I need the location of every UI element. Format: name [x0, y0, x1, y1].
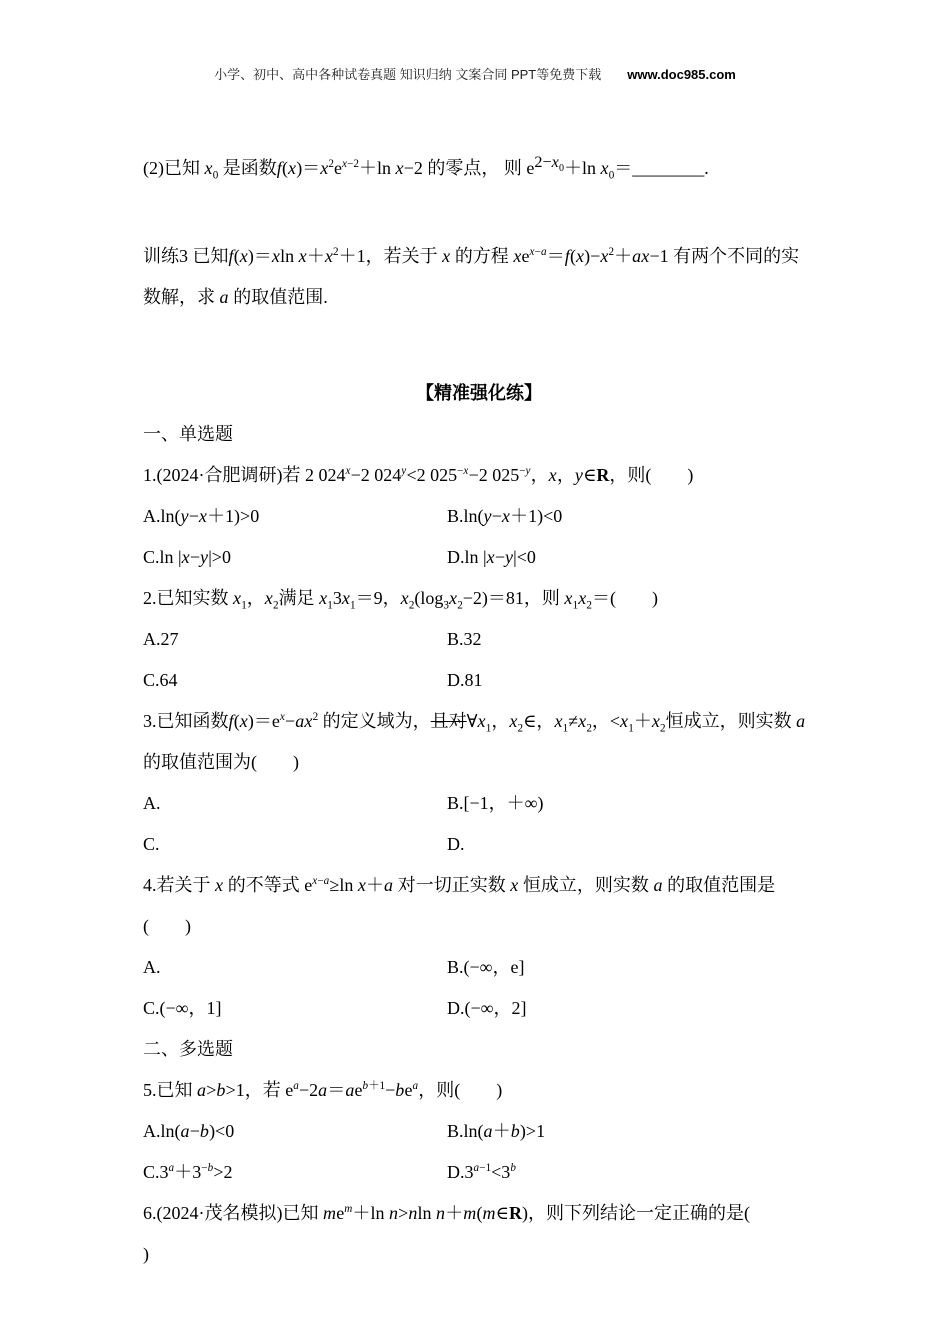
subsection-multi-choice: 二、多选题	[143, 1039, 233, 1059]
page-header	[0, 64, 950, 83]
question-4-option-b: B.(−∞，e]	[447, 957, 525, 977]
question-4-option-a: A.	[143, 957, 161, 977]
question-6-close-paren: )	[143, 1244, 149, 1264]
question-1-option-c: C.ln |x−y|>0	[143, 547, 231, 567]
question-3-options-cd	[143, 824, 815, 865]
question-5-options-ab	[143, 1111, 815, 1152]
question-5: 5.已知 a>b>1，若 $e^a-2a=ae^{b+1}-be^a$，则( )	[143, 1080, 503, 1100]
question-3-options-ab	[143, 783, 815, 824]
question-4-option-d: D.(−∞，2]	[447, 998, 527, 1018]
header-promo-text: 小学、初中、高中各种试卷真题 知识归纳 文案合同 PPT等免费下载	[214, 67, 602, 82]
question-6: 6.(2024·茂名模拟)已知 $me^m+\ln$ n>nln n＋m(m∈R)，则下列结论一定正确的是(	[143, 1203, 750, 1223]
training-3-problem: 训练3 已知f(x)＝xln $x+x^2+1$，若关于 x 的方程 $xe^{x-a}=f(x)-x^2+ax-1$ 有两个不同的实数解，求 a 的取值范围.	[143, 246, 800, 307]
question-5-option-b: B.ln(a＋b)>1	[447, 1121, 546, 1141]
question-4-options-cd	[143, 988, 815, 1029]
question-1-option-d: D.ln |x−y|<0	[447, 547, 536, 567]
question-4: 4.若关于 x 的不等式 $e^{x-a}\ge\ln$ x＋a 对一切正实数 x 恒成立，则实数 a 的取值范围是( )	[143, 875, 776, 936]
question-2-option-b: B.32	[447, 629, 482, 649]
question-5-option-d: $D.3^{a-1}<3^b$	[447, 1162, 517, 1182]
question-1-option-a: A.ln(y−x＋1)>0	[143, 506, 260, 526]
question-2-option-a: A.27	[143, 629, 179, 649]
fill-blank-question: (2)已知 $x_0$ 是函数$f(x)=x^2e^{x-2}+\ln$ x−2 的零点， 则 $e^{2-x_0}+\ln$ $x_0=\_\_\_\_\_\_\_\_$.	[143, 153, 709, 182]
question-3-option-c: C.	[143, 834, 160, 854]
question-1: 1.(2024·合肥调研)若 2 $024^x-2$ $024^y<2$ $025^{-x}-2$ $025^{-y}$，x，y∈R，则( )	[143, 465, 694, 485]
question-2-options-ab	[143, 619, 815, 660]
question-1-option-b: B.ln(y−x＋1)<0	[447, 506, 563, 526]
question-3-option-a: A.	[143, 793, 161, 813]
subsection-single-choice: 一、单选题	[143, 424, 233, 444]
question-2-option-d: D.81	[447, 670, 483, 690]
question-3: 3.已知函数$f(x)=e^x-ax^2$ 的定义域为，且对$\forall x_1$，$x_2\in$，$x_1\ne x_2$，$<x_1+x_2$恒成立，则实数 a 的取值范围为( )	[143, 711, 806, 772]
question-4-option-c: C.(−∞，1]	[143, 998, 222, 1018]
header-site-text: www.doc985.com	[627, 67, 736, 82]
section-title: 【精准强化练】	[416, 383, 542, 403]
question-5-option-a: A.ln(a−b)<0	[143, 1121, 235, 1141]
question-3-option-b: B.[−1，＋∞)	[447, 793, 544, 813]
question-2-option-c: C.64	[143, 670, 178, 690]
question-2: 2.已知实数 $x_1$，$x_2$满足 $x_13x_1=9$，$x_2(\log_3x_2-2)=81$，则 $x_1x_2=$( )	[143, 588, 658, 612]
question-2-options-cd	[143, 660, 815, 701]
question-5-option-c: $C.3^a+3^{-b}>2$	[143, 1162, 233, 1182]
question-5-options-cd	[143, 1152, 815, 1193]
document-content	[143, 148, 815, 1275]
question-1-options-ab	[143, 496, 815, 537]
question-1-options-cd	[143, 537, 815, 578]
question-3-option-d: D.	[447, 834, 465, 854]
question-4-options-ab	[143, 947, 815, 988]
